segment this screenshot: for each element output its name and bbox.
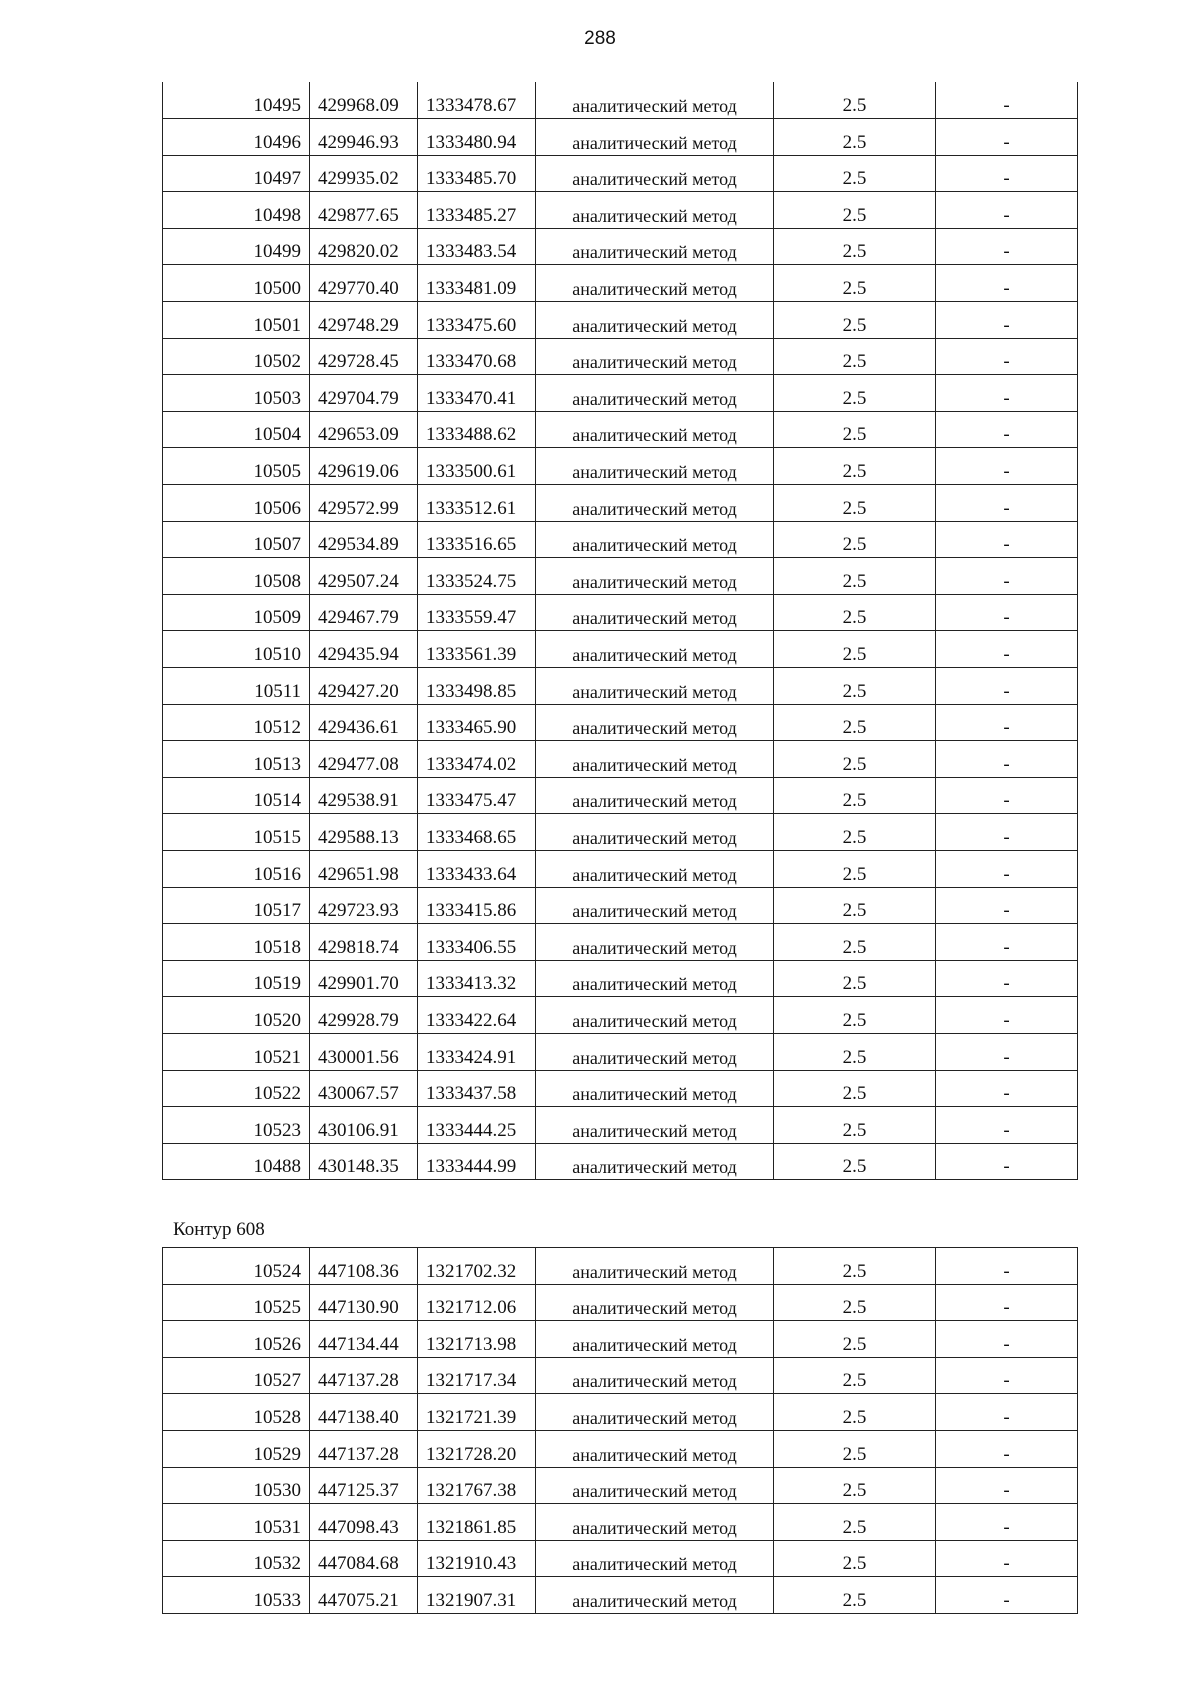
point-number-cell: 10512 xyxy=(163,704,310,741)
x-coordinate-cell: 447084.68 xyxy=(310,1540,418,1577)
table-row xyxy=(163,1070,1078,1107)
accuracy-cell: 2.5 xyxy=(774,448,936,485)
point-number-cell: 10488 xyxy=(163,1143,310,1180)
point-number-cell: 10509 xyxy=(163,594,310,631)
note-cell: - xyxy=(936,1577,1078,1614)
accuracy-cell: 2.5 xyxy=(774,1504,936,1541)
method-cell: аналитический метод xyxy=(536,668,774,705)
point-number-cell: 10500 xyxy=(163,265,310,302)
accuracy-cell: 2.5 xyxy=(774,631,936,668)
y-coordinate-cell: 1321861.85 xyxy=(418,1504,536,1541)
x-coordinate-cell: 447134.44 xyxy=(310,1321,418,1358)
y-coordinate-cell: 1333516.65 xyxy=(418,521,536,558)
accuracy-cell: 2.5 xyxy=(774,558,936,595)
x-coordinate-cell: 430001.56 xyxy=(310,1033,418,1070)
point-number-cell: 10505 xyxy=(163,448,310,485)
coordinates-table xyxy=(162,1247,1078,1614)
point-number-cell: 10518 xyxy=(163,924,310,961)
table-row xyxy=(163,1577,1078,1614)
method-cell: аналитический метод xyxy=(536,119,774,156)
y-coordinate-cell: 1333433.64 xyxy=(418,850,536,887)
point-number-cell: 10523 xyxy=(163,1107,310,1144)
point-number-cell: 10526 xyxy=(163,1321,310,1358)
accuracy-cell: 2.5 xyxy=(774,155,936,192)
table-row xyxy=(163,1284,1078,1321)
method-cell: аналитический метод xyxy=(536,1430,774,1467)
x-coordinate-cell: 429572.99 xyxy=(310,485,418,522)
table-row xyxy=(163,411,1078,448)
accuracy-cell: 2.5 xyxy=(774,375,936,412)
method-cell: аналитический метод xyxy=(536,777,774,814)
accuracy-cell: 2.5 xyxy=(774,338,936,375)
x-coordinate-cell: 429653.09 xyxy=(310,411,418,448)
method-cell: аналитический метод xyxy=(536,228,774,265)
table-row xyxy=(163,1504,1078,1541)
x-coordinate-cell: 447098.43 xyxy=(310,1504,418,1541)
y-coordinate-cell: 1321712.06 xyxy=(418,1284,536,1321)
table-row xyxy=(163,777,1078,814)
y-coordinate-cell: 1321713.98 xyxy=(418,1321,536,1358)
x-coordinate-cell: 429588.13 xyxy=(310,814,418,851)
method-cell: аналитический метод xyxy=(536,485,774,522)
table-row xyxy=(163,1143,1078,1180)
y-coordinate-cell: 1333512.61 xyxy=(418,485,536,522)
method-cell: аналитический метод xyxy=(536,1394,774,1431)
x-coordinate-cell: 429534.89 xyxy=(310,521,418,558)
table-row xyxy=(163,1430,1078,1467)
point-number-cell: 10514 xyxy=(163,777,310,814)
note-cell: - xyxy=(936,1070,1078,1107)
accuracy-cell: 2.5 xyxy=(774,1070,936,1107)
x-coordinate-cell: 429946.93 xyxy=(310,119,418,156)
method-cell: аналитический метод xyxy=(536,1540,774,1577)
table-row xyxy=(163,119,1078,156)
point-number-cell: 10496 xyxy=(163,119,310,156)
x-coordinate-cell: 429436.61 xyxy=(310,704,418,741)
note-cell: - xyxy=(936,1504,1078,1541)
point-number-cell: 10516 xyxy=(163,850,310,887)
y-coordinate-cell: 1333468.65 xyxy=(418,814,536,851)
point-number-cell: 10498 xyxy=(163,192,310,229)
y-coordinate-cell: 1321767.38 xyxy=(418,1467,536,1504)
table-row xyxy=(163,887,1078,924)
point-number-cell: 10506 xyxy=(163,485,310,522)
method-cell: аналитический метод xyxy=(536,1467,774,1504)
method-cell: аналитический метод xyxy=(536,1321,774,1358)
note-cell: - xyxy=(936,1357,1078,1394)
note-cell: - xyxy=(936,1540,1078,1577)
note-cell: - xyxy=(936,1248,1078,1285)
note-cell: - xyxy=(936,1033,1078,1070)
accuracy-cell: 2.5 xyxy=(774,82,936,119)
y-coordinate-cell: 1333481.09 xyxy=(418,265,536,302)
accuracy-cell: 2.5 xyxy=(774,887,936,924)
method-cell: аналитический метод xyxy=(536,375,774,412)
y-coordinate-cell: 1333470.41 xyxy=(418,375,536,412)
method-cell: аналитический метод xyxy=(536,448,774,485)
x-coordinate-cell: 429935.02 xyxy=(310,155,418,192)
point-number-cell: 10510 xyxy=(163,631,310,668)
method-cell: аналитический метод xyxy=(536,741,774,778)
table-row xyxy=(163,265,1078,302)
point-number-cell: 10502 xyxy=(163,338,310,375)
method-cell: аналитический метод xyxy=(536,82,774,119)
method-cell: аналитический метод xyxy=(536,997,774,1034)
note-cell: - xyxy=(936,1284,1078,1321)
y-coordinate-cell: 1333480.94 xyxy=(418,119,536,156)
y-coordinate-cell: 1333470.68 xyxy=(418,338,536,375)
table-row xyxy=(163,631,1078,668)
table-row xyxy=(163,1033,1078,1070)
table-row xyxy=(163,485,1078,522)
x-coordinate-cell: 429467.79 xyxy=(310,594,418,631)
method-cell: аналитический метод xyxy=(536,1070,774,1107)
table-row xyxy=(163,924,1078,961)
y-coordinate-cell: 1333498.85 xyxy=(418,668,536,705)
point-number-cell: 10504 xyxy=(163,411,310,448)
table-row xyxy=(163,594,1078,631)
contour-label: Контур 608 xyxy=(173,1219,265,1240)
x-coordinate-cell: 447075.21 xyxy=(310,1577,418,1614)
note-cell: - xyxy=(936,155,1078,192)
point-number-cell: 10501 xyxy=(163,302,310,339)
x-coordinate-cell: 447125.37 xyxy=(310,1467,418,1504)
y-coordinate-cell: 1333444.25 xyxy=(418,1107,536,1144)
accuracy-cell: 2.5 xyxy=(774,192,936,229)
accuracy-cell: 2.5 xyxy=(774,594,936,631)
table-row xyxy=(163,997,1078,1034)
point-number-cell: 10533 xyxy=(163,1577,310,1614)
x-coordinate-cell: 429748.29 xyxy=(310,302,418,339)
method-cell: аналитический метод xyxy=(536,1357,774,1394)
point-number-cell: 10530 xyxy=(163,1467,310,1504)
point-number-cell: 10525 xyxy=(163,1284,310,1321)
table-row xyxy=(163,704,1078,741)
page-number: 288 xyxy=(584,28,616,49)
note-cell: - xyxy=(936,631,1078,668)
method-cell: аналитический метод xyxy=(536,960,774,997)
method-cell: аналитический метод xyxy=(536,1248,774,1285)
x-coordinate-cell: 447138.40 xyxy=(310,1394,418,1431)
x-coordinate-cell: 429818.74 xyxy=(310,924,418,961)
accuracy-cell: 2.5 xyxy=(774,1357,936,1394)
note-cell: - xyxy=(936,228,1078,265)
accuracy-cell: 2.5 xyxy=(774,668,936,705)
y-coordinate-cell: 1333559.47 xyxy=(418,594,536,631)
x-coordinate-cell: 429507.24 xyxy=(310,558,418,595)
point-number-cell: 10531 xyxy=(163,1504,310,1541)
point-number-cell: 10513 xyxy=(163,741,310,778)
x-coordinate-cell: 429477.08 xyxy=(310,741,418,778)
note-cell: - xyxy=(936,960,1078,997)
y-coordinate-cell: 1333524.75 xyxy=(418,558,536,595)
x-coordinate-cell: 429651.98 xyxy=(310,850,418,887)
y-coordinate-cell: 1333485.27 xyxy=(418,192,536,229)
y-coordinate-cell: 1333561.39 xyxy=(418,631,536,668)
x-coordinate-cell: 429928.79 xyxy=(310,997,418,1034)
table-row xyxy=(163,82,1078,119)
accuracy-cell: 2.5 xyxy=(774,777,936,814)
y-coordinate-cell: 1333475.60 xyxy=(418,302,536,339)
note-cell: - xyxy=(936,375,1078,412)
accuracy-cell: 2.5 xyxy=(774,411,936,448)
note-cell: - xyxy=(936,924,1078,961)
x-coordinate-cell: 430106.91 xyxy=(310,1107,418,1144)
table-row xyxy=(163,1248,1078,1285)
table-row xyxy=(163,155,1078,192)
method-cell: аналитический метод xyxy=(536,850,774,887)
x-coordinate-cell: 447137.28 xyxy=(310,1357,418,1394)
note-cell: - xyxy=(936,119,1078,156)
note-cell: - xyxy=(936,265,1078,302)
point-number-cell: 10532 xyxy=(163,1540,310,1577)
accuracy-cell: 2.5 xyxy=(774,924,936,961)
table-row xyxy=(163,521,1078,558)
method-cell: аналитический метод xyxy=(536,594,774,631)
accuracy-cell: 2.5 xyxy=(774,1143,936,1180)
note-cell: - xyxy=(936,704,1078,741)
x-coordinate-cell: 429704.79 xyxy=(310,375,418,412)
accuracy-cell: 2.5 xyxy=(774,521,936,558)
y-coordinate-cell: 1333478.67 xyxy=(418,82,536,119)
method-cell: аналитический метод xyxy=(536,704,774,741)
note-cell: - xyxy=(936,814,1078,851)
accuracy-cell: 2.5 xyxy=(774,1321,936,1358)
accuracy-cell: 2.5 xyxy=(774,1577,936,1614)
accuracy-cell: 2.5 xyxy=(774,814,936,851)
x-coordinate-cell: 429619.06 xyxy=(310,448,418,485)
accuracy-cell: 2.5 xyxy=(774,228,936,265)
accuracy-cell: 2.5 xyxy=(774,1107,936,1144)
method-cell: аналитический метод xyxy=(536,1107,774,1144)
x-coordinate-cell: 429901.70 xyxy=(310,960,418,997)
note-cell: - xyxy=(936,338,1078,375)
note-cell: - xyxy=(936,302,1078,339)
note-cell: - xyxy=(936,1143,1078,1180)
note-cell: - xyxy=(936,192,1078,229)
point-number-cell: 10527 xyxy=(163,1357,310,1394)
table-row xyxy=(163,302,1078,339)
method-cell: аналитический метод xyxy=(536,338,774,375)
method-cell: аналитический метод xyxy=(536,1143,774,1180)
note-cell: - xyxy=(936,558,1078,595)
point-number-cell: 10507 xyxy=(163,521,310,558)
x-coordinate-cell: 429770.40 xyxy=(310,265,418,302)
table-row xyxy=(163,228,1078,265)
x-coordinate-cell: 447130.90 xyxy=(310,1284,418,1321)
y-coordinate-cell: 1333422.64 xyxy=(418,997,536,1034)
table-row xyxy=(163,1321,1078,1358)
point-number-cell: 10517 xyxy=(163,887,310,924)
point-number-cell: 10528 xyxy=(163,1394,310,1431)
y-coordinate-cell: 1333483.54 xyxy=(418,228,536,265)
table-row xyxy=(163,338,1078,375)
table-row xyxy=(163,1467,1078,1504)
y-coordinate-cell: 1333474.02 xyxy=(418,741,536,778)
x-coordinate-cell: 447137.28 xyxy=(310,1430,418,1467)
method-cell: аналитический метод xyxy=(536,631,774,668)
y-coordinate-cell: 1333406.55 xyxy=(418,924,536,961)
point-number-cell: 10519 xyxy=(163,960,310,997)
note-cell: - xyxy=(936,1107,1078,1144)
method-cell: аналитический метод xyxy=(536,155,774,192)
y-coordinate-cell: 1321728.20 xyxy=(418,1430,536,1467)
y-coordinate-cell: 1333475.47 xyxy=(418,777,536,814)
point-number-cell: 10521 xyxy=(163,1033,310,1070)
table-row xyxy=(163,1394,1078,1431)
accuracy-cell: 2.5 xyxy=(774,119,936,156)
accuracy-cell: 2.5 xyxy=(774,1248,936,1285)
x-coordinate-cell: 429968.09 xyxy=(310,82,418,119)
method-cell: аналитический метод xyxy=(536,924,774,961)
note-cell: - xyxy=(936,1467,1078,1504)
y-coordinate-cell: 1321910.43 xyxy=(418,1540,536,1577)
table-row xyxy=(163,558,1078,595)
accuracy-cell: 2.5 xyxy=(774,1284,936,1321)
note-cell: - xyxy=(936,887,1078,924)
x-coordinate-cell: 429435.94 xyxy=(310,631,418,668)
method-cell: аналитический метод xyxy=(536,1577,774,1614)
point-number-cell: 10511 xyxy=(163,668,310,705)
note-cell: - xyxy=(936,411,1078,448)
method-cell: аналитический метод xyxy=(536,265,774,302)
point-number-cell: 10495 xyxy=(163,82,310,119)
x-coordinate-cell: 429723.93 xyxy=(310,887,418,924)
x-coordinate-cell: 447108.36 xyxy=(310,1248,418,1285)
y-coordinate-cell: 1333500.61 xyxy=(418,448,536,485)
note-cell: - xyxy=(936,997,1078,1034)
y-coordinate-cell: 1321907.31 xyxy=(418,1577,536,1614)
table-row xyxy=(163,814,1078,851)
accuracy-cell: 2.5 xyxy=(774,265,936,302)
y-coordinate-cell: 1333465.90 xyxy=(418,704,536,741)
y-coordinate-cell: 1321717.34 xyxy=(418,1357,536,1394)
note-cell: - xyxy=(936,448,1078,485)
accuracy-cell: 2.5 xyxy=(774,741,936,778)
table-row xyxy=(163,375,1078,412)
accuracy-cell: 2.5 xyxy=(774,1430,936,1467)
x-coordinate-cell: 429427.20 xyxy=(310,668,418,705)
method-cell: аналитический метод xyxy=(536,1033,774,1070)
x-coordinate-cell: 430067.57 xyxy=(310,1070,418,1107)
y-coordinate-cell: 1333488.62 xyxy=(418,411,536,448)
point-number-cell: 10529 xyxy=(163,1430,310,1467)
accuracy-cell: 2.5 xyxy=(774,1033,936,1070)
accuracy-cell: 2.5 xyxy=(774,997,936,1034)
method-cell: аналитический метод xyxy=(536,302,774,339)
accuracy-cell: 2.5 xyxy=(774,1540,936,1577)
accuracy-cell: 2.5 xyxy=(774,1467,936,1504)
point-number-cell: 10522 xyxy=(163,1070,310,1107)
note-cell: - xyxy=(936,82,1078,119)
table-row xyxy=(163,741,1078,778)
method-cell: аналитический метод xyxy=(536,1504,774,1541)
point-number-cell: 10499 xyxy=(163,228,310,265)
y-coordinate-cell: 1333485.70 xyxy=(418,155,536,192)
method-cell: аналитический метод xyxy=(536,887,774,924)
x-coordinate-cell: 429820.02 xyxy=(310,228,418,265)
accuracy-cell: 2.5 xyxy=(774,704,936,741)
note-cell: - xyxy=(936,1430,1078,1467)
point-number-cell: 10508 xyxy=(163,558,310,595)
y-coordinate-cell: 1321721.39 xyxy=(418,1394,536,1431)
accuracy-cell: 2.5 xyxy=(774,960,936,997)
point-number-cell: 10520 xyxy=(163,997,310,1034)
accuracy-cell: 2.5 xyxy=(774,485,936,522)
table-row xyxy=(163,850,1078,887)
note-cell: - xyxy=(936,521,1078,558)
method-cell: аналитический метод xyxy=(536,814,774,851)
note-cell: - xyxy=(936,1321,1078,1358)
table-row xyxy=(163,192,1078,229)
note-cell: - xyxy=(936,485,1078,522)
table-row xyxy=(163,960,1078,997)
accuracy-cell: 2.5 xyxy=(774,850,936,887)
x-coordinate-cell: 429728.45 xyxy=(310,338,418,375)
point-number-cell: 10515 xyxy=(163,814,310,851)
y-coordinate-cell: 1333415.86 xyxy=(418,887,536,924)
table-row xyxy=(163,1357,1078,1394)
point-number-cell: 10497 xyxy=(163,155,310,192)
note-cell: - xyxy=(936,777,1078,814)
table-row xyxy=(163,1107,1078,1144)
method-cell: аналитический метод xyxy=(536,411,774,448)
method-cell: аналитический метод xyxy=(536,558,774,595)
y-coordinate-cell: 1333444.99 xyxy=(418,1143,536,1180)
table-row xyxy=(163,1540,1078,1577)
y-coordinate-cell: 1321702.32 xyxy=(418,1248,536,1285)
point-number-cell: 10503 xyxy=(163,375,310,412)
method-cell: аналитический метод xyxy=(536,192,774,229)
method-cell: аналитический метод xyxy=(536,1284,774,1321)
note-cell: - xyxy=(936,741,1078,778)
y-coordinate-cell: 1333413.32 xyxy=(418,960,536,997)
note-cell: - xyxy=(936,850,1078,887)
note-cell: - xyxy=(936,668,1078,705)
accuracy-cell: 2.5 xyxy=(774,1394,936,1431)
accuracy-cell: 2.5 xyxy=(774,302,936,339)
note-cell: - xyxy=(936,1394,1078,1431)
coordinates-table xyxy=(162,82,1078,1180)
method-cell: аналитический метод xyxy=(536,521,774,558)
note-cell: - xyxy=(936,594,1078,631)
x-coordinate-cell: 429877.65 xyxy=(310,192,418,229)
x-coordinate-cell: 430148.35 xyxy=(310,1143,418,1180)
y-coordinate-cell: 1333437.58 xyxy=(418,1070,536,1107)
table-row xyxy=(163,668,1078,705)
table-row xyxy=(163,448,1078,485)
y-coordinate-cell: 1333424.91 xyxy=(418,1033,536,1070)
point-number-cell: 10524 xyxy=(163,1248,310,1285)
x-coordinate-cell: 429538.91 xyxy=(310,777,418,814)
